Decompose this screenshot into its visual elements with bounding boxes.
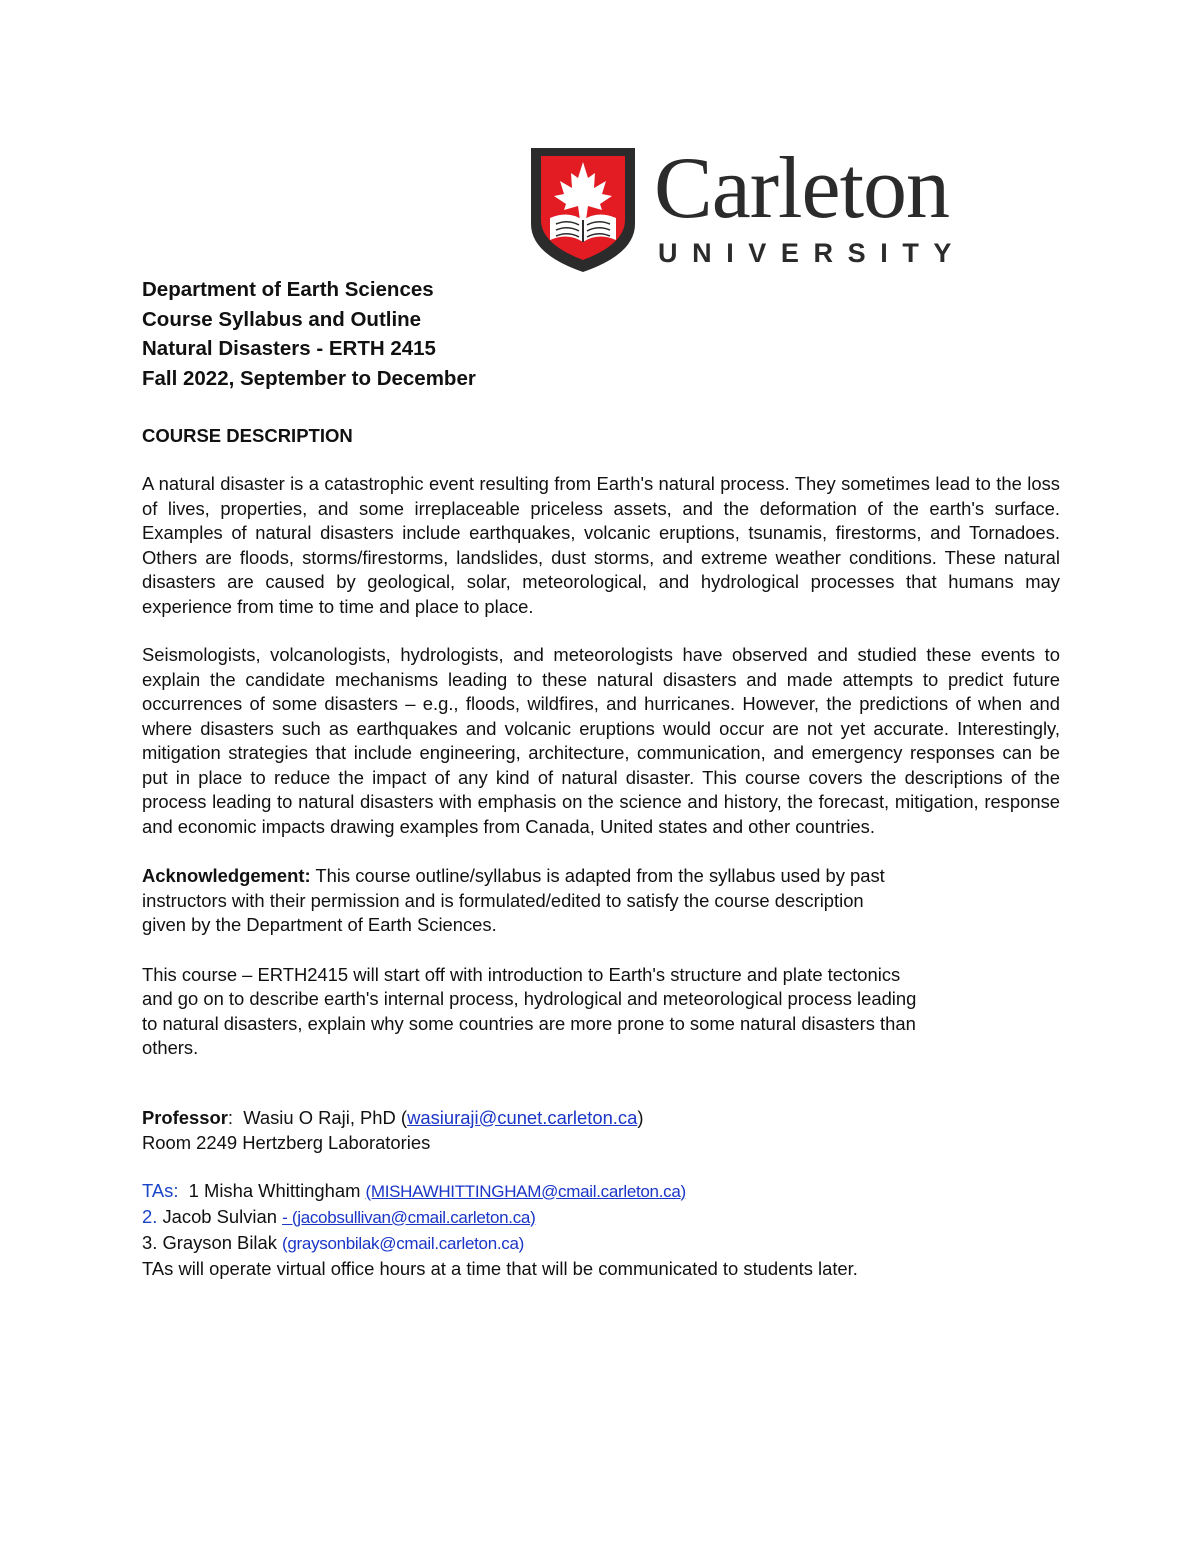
ta-office-hours-note: TAs will operate virtual office hours at a time that will be communicated to students later.: [142, 1257, 858, 1279]
ta3-email-link[interactable]: (graysonbilak@cmail.carleton.ca): [282, 1233, 525, 1253]
course-description-heading: COURSE DESCRIPTION: [142, 425, 353, 446]
carleton-shield-icon: [528, 146, 638, 274]
professor-email-link[interactable]: wasiuraji@cunet.carleton.ca: [407, 1106, 638, 1128]
ta3-name: 3. Grayson Bilak: [142, 1231, 283, 1253]
professor-room: Room 2249 Hertzberg Laboratories: [142, 1131, 431, 1153]
course-intro-line-4: others.: [142, 1037, 199, 1058]
acknowledgement-paragraph: [142, 864, 1060, 938]
logo-wordmark: Carleton: [654, 140, 950, 237]
ta2-email-link[interactable]: - (jacobsullivan@cmail.carleton.ca): [282, 1207, 536, 1227]
term-title: Fall 2022, September to December: [142, 366, 476, 390]
course-intro-paragraph: [142, 963, 1060, 1061]
department-title: Department of Earth Sciences: [142, 278, 434, 301]
course-intro-line-1: This course – ERTH2415 will start off with introduction to Earth's structure and plate tectonics: [142, 963, 901, 985]
description-paragraph-2: Seismologists, volcanologists, hydrologists, and meteorologists have observed and studied these events to explain the candidate mechanisms leading to these natural disasters and made attempts to predict future occurrences of some disasters – e.g., floods, wildfires, and hurricanes. However, the predictions of when and where disasters such as earthquakes and volcanic eruptions would occur are not yet accurate. Interestingly, mitigation strategies that include engineering, architecture, communication, and emergency responses can be put in place to reduce the impact of any kind of natural disaster. This course covers the descriptions of the process leading to natural disasters with emphasis on the science and history, the forecast, mitigation, response and economic impacts drawing examples from Canada, United states and other countries.: [142, 644, 1060, 837]
ta1-name: 1 Misha Whittingham: [178, 1179, 366, 1201]
ta-line-2: [142, 1204, 1060, 1230]
ta1-email-link[interactable]: (MISHAWHITTINGHAM@cmail.carleton.ca): [365, 1181, 686, 1201]
logo-subline: UNIVERSITY: [658, 238, 967, 268]
professor-label: Professor: [142, 1106, 228, 1128]
professor-colon: :: [227, 1106, 233, 1128]
professor-line: [142, 1105, 1060, 1130]
carleton-logo: [528, 140, 998, 274]
document-body: [142, 275, 1060, 1281]
ta2-number: 2.: [142, 1205, 158, 1227]
description-paragraph-1: A natural disaster is a catastrophic event resulting from Earth's natural process. They sometimes lead to the loss of lives, properties, and some irreplaceable priceless assets, and the deformation of the earth's surface. Examples of natural disasters include earthquakes, volcanic eruptions, tsunamis, firestorms, and Tornadoes. Others are floods, storms/firestorms, landslides, dust storms, and extreme weather conditions. These natural disasters are caused by geological, solar, meteorological, and hydrological processes that humans may experience from time to time and place to place.: [142, 473, 1060, 617]
acknowledgement-line-1: This course outline/syllabus is adapted from the syllabus used by past: [310, 865, 885, 886]
acknowledgement-label: Acknowledgement:: [142, 865, 311, 886]
tas-label: TAs:: [142, 1179, 179, 1201]
syllabus-title: Course Syllabus and Outline: [142, 307, 422, 331]
ta-line-3: [142, 1230, 1060, 1256]
ta-line-1: [142, 1178, 1060, 1204]
course-intro-line-2: and go on to describe earth's internal process, hydrological and meteorological process leading: [142, 988, 917, 1009]
ta2-name: Jacob Sulvian: [157, 1205, 283, 1227]
course-title: Natural Disasters - ERTH 2415: [142, 337, 436, 360]
professor-name: Wasiu O Raji, PhD (: [232, 1106, 408, 1128]
course-intro-line-3: to natural disasters, explain why some countries are more prone to some natural disasters than: [142, 1012, 916, 1034]
acknowledgement-line-3: given by the Department of Earth Sciences.: [142, 914, 497, 935]
acknowledgement-line-2: instructors with their permission and is formulated/edited to satisfy the course description: [142, 889, 864, 911]
professor-close-paren: ): [637, 1106, 644, 1128]
